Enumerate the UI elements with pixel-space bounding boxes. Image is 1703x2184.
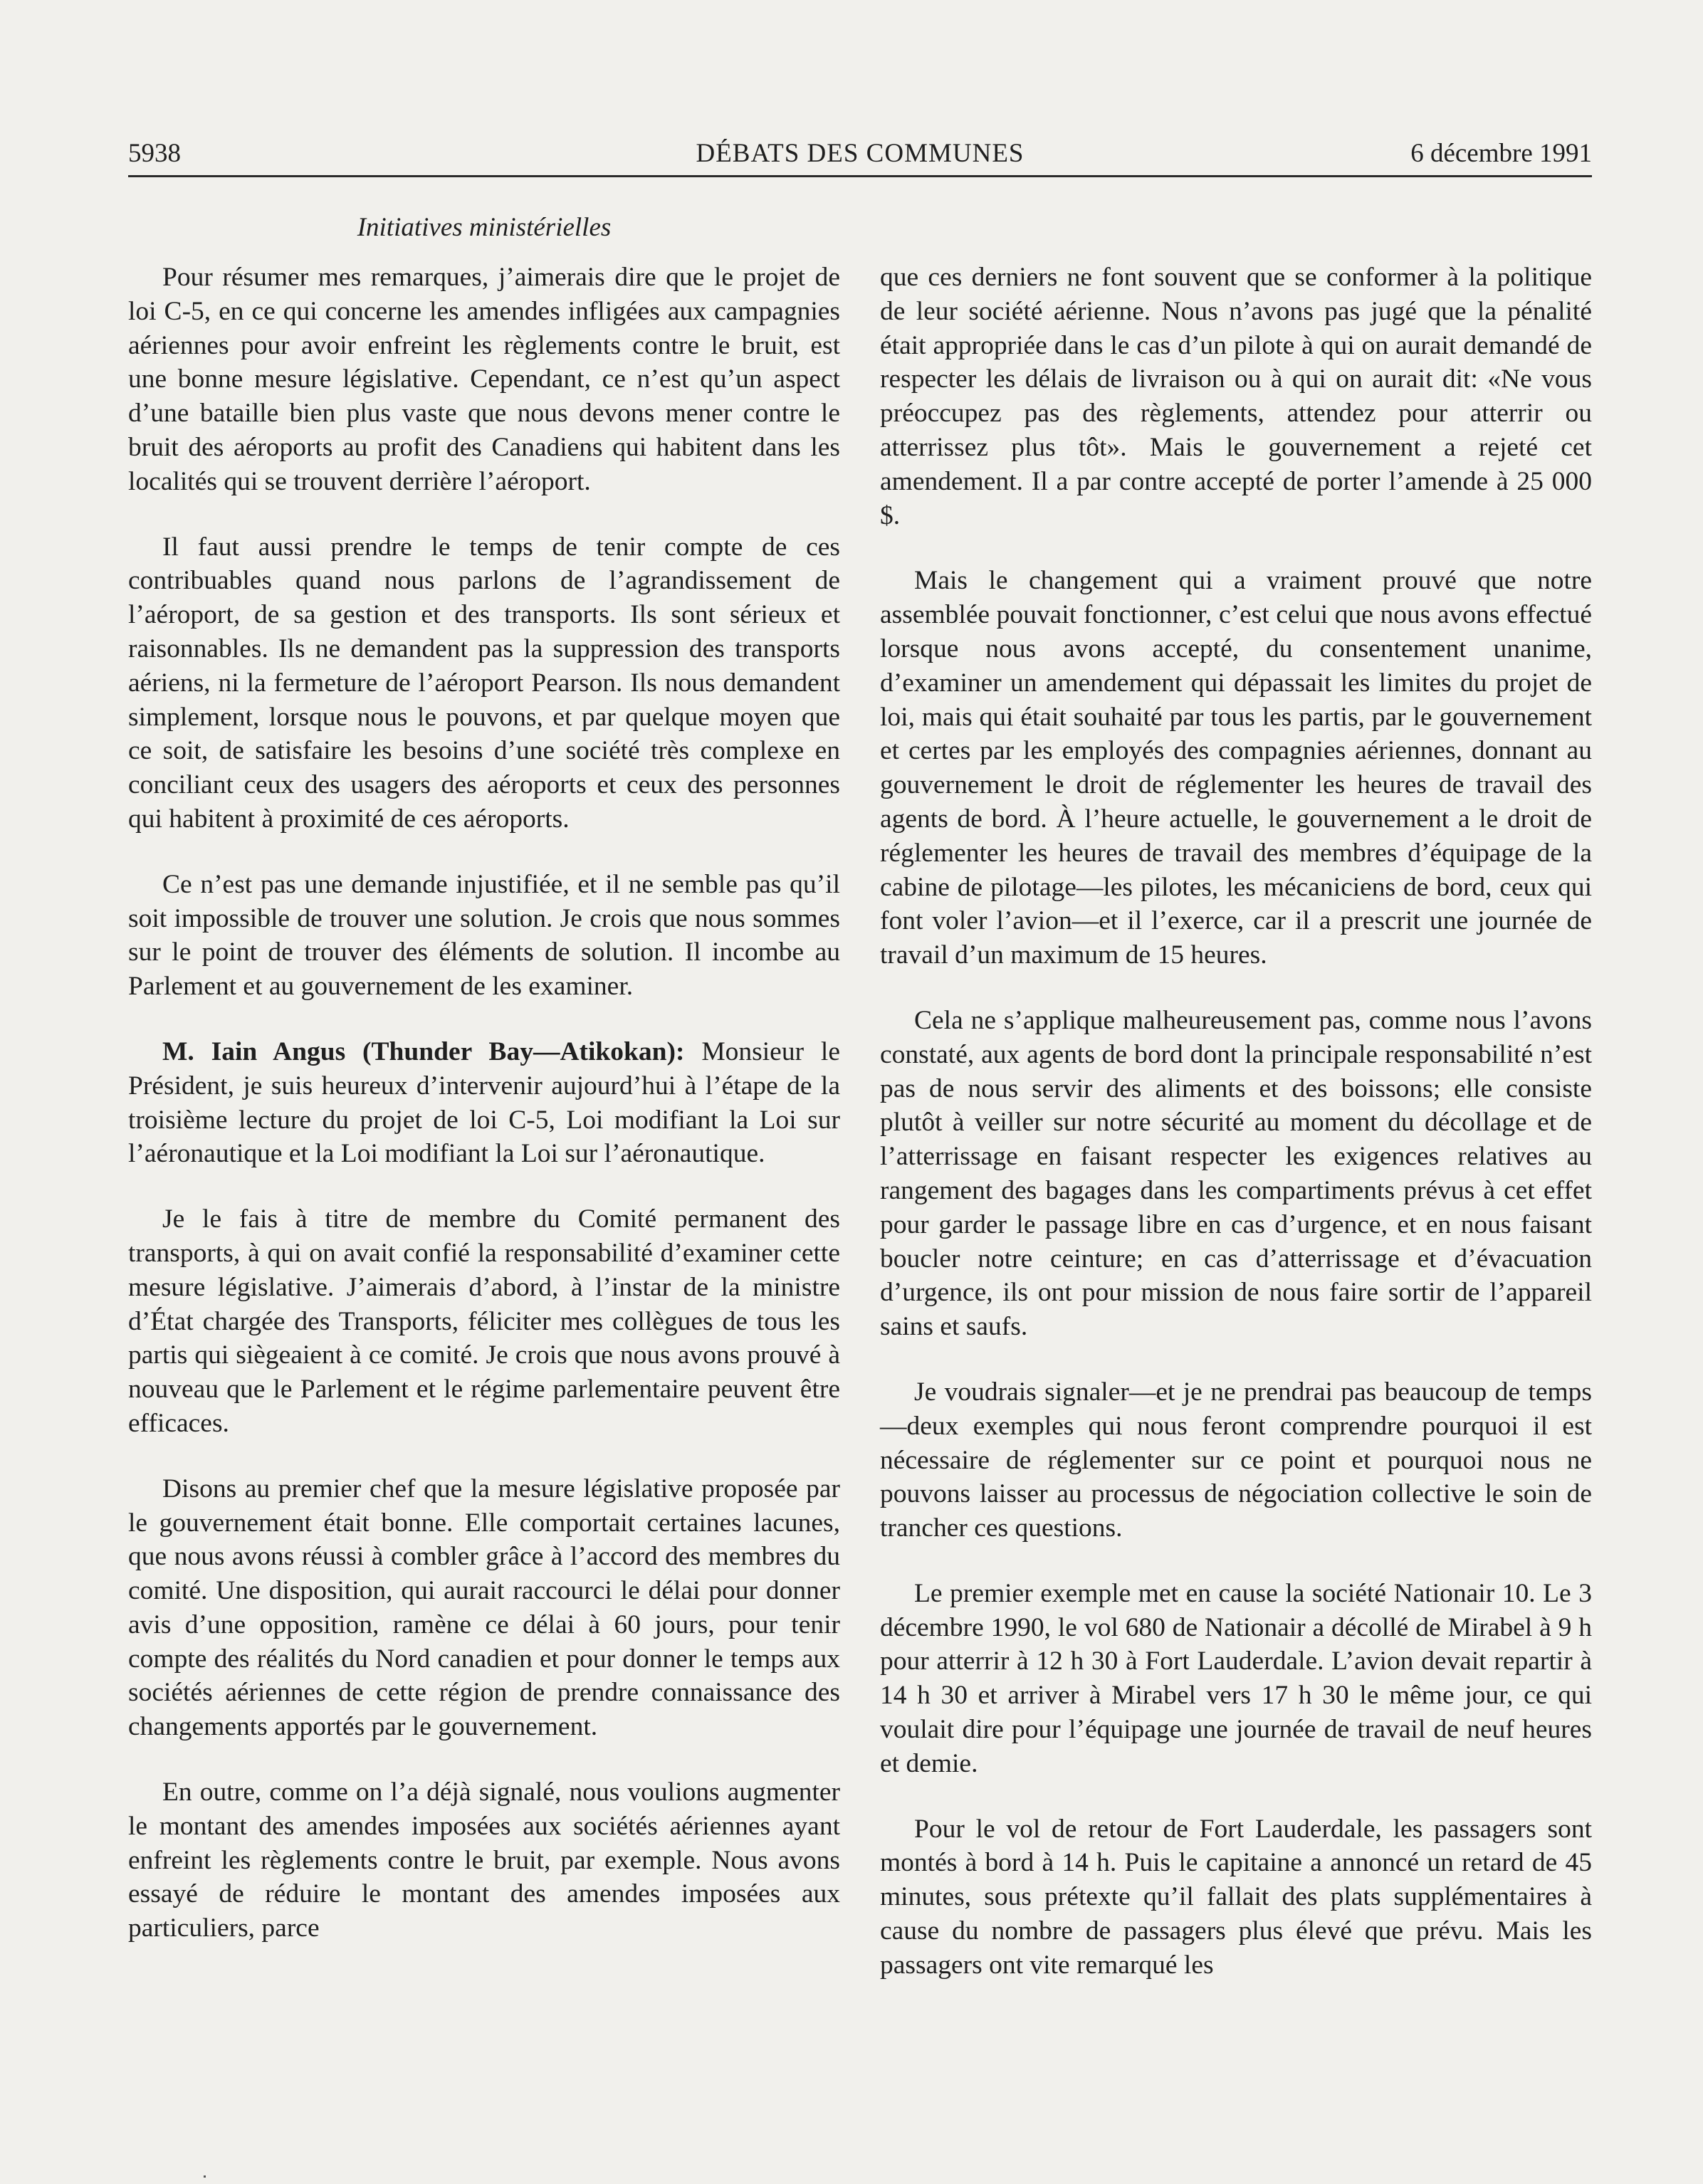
paragraph: Pour le vol de retour de Fort Lauderdale, les passagers sont montés à bord à 14 h. Puis le capitaine a annoncé un retard de 45 minutes, sous prétexte qu’il fallait des plats supplémentaires à cause du nombre de passagers plus élevé que prévu. Mais les passagers ont vite remarqué les — [880, 1814, 1592, 1980]
paragraph: Pour résumer mes remarques, j’aimerais dire que le projet de loi C-5, en ce qui concerne les amendes infligées aux campagnies aériennes pour avoir enfreint les règlements contre le bruit, est une bonne mesure législative. Cependant, ce n’est qu’un aspect d’une bataille bien plus vaste que nous devons mener contre le bruit des aéroports au profit des Canadiens qui habitent dans les localités qui se trouvent derrière l’aéroport. — [128, 263, 840, 496]
speaker-paragraph — [128, 1035, 840, 1171]
paragraph: Mais le changement qui a vraiment prouvé que notre assemblée pouvait fonctionner, c’est celui que nous avons effectué lorsque nous avons accepté, du consentement unanime, d’examiner un amendement qui dépassait les limites du projet de loi, mais qui était souhaité par tous les partis, par le gouvernement et certes par les employés des compagnies aériennes, donnant au gouvernement le droit de réglementer les heures de travail des agents de bord. À l’heure actuelle, le gouvernement a le droit de réglementer les heures de travail des membres d’équipage de la cabine de pilotage—les pilotes, les mécaniciens de bord, ceux qui font voler l’avion—et il l’exerce, car il a prescrit une journée de travail d’un maximum de 15 heures. — [880, 566, 1592, 970]
left-column — [128, 261, 840, 1977]
paragraph: Ce n’est pas une demande injustifiée, et il ne semble pas qu’il soit impossible de trouver une solution. Je crois que nous sommes sur le point de trouver des éléments de solution. Il incombe au Parlement et au gouvernement de les examiner. — [128, 869, 840, 1002]
scan-mark — [204, 2175, 206, 2178]
paragraph-continued: que ces derniers ne font souvent que se conformer à la politique de leur société aérienne. Nous n’avons pas jugé que la pénalité était appropriée dans le cas d’un pilote à qui on aurait demandé de respecter les délais de livraison ou à qui on aurait dit: «Ne vous préoccupez pas des règlements, attendez pour atterrir ou atterrissez plus tôt». Mais le gouvernement a rejeté cet amendement. Il a par contre accepté de porter l’amende à 25 000 $. — [880, 263, 1592, 530]
page-number: 5938 — [128, 139, 181, 168]
section-title: Initiatives ministérielles — [357, 213, 612, 242]
journal-title: DÉBATS DES COMMUNES — [696, 139, 1025, 168]
speech-text: Monsieur le Président, je suis heureux d’intervenir aujourd’hui à l’étape de la troisième lecture du projet de loi C-5, Loi modifiant la Loi sur l’aéronautique et la Loi modifiant la Loi sur l’aéronautique. — [128, 1036, 840, 1169]
paragraph: Disons au premier chef que la mesure législative proposée par le gouvernement était bonne. Elle comportait certaines lacunes, que nous avons réussi à combler grâce à l’accord des membres du comité. Une disposition, qui aurait raccourci le délai pour donner avis d’une opposition, ramène ce délai à 60 jours, pour tenir compte des réalités du Nord canadien et pour donner le temps aux sociétés aériennes de cette région de prendre connaissance des changements apportés par le gouvernement. — [128, 1474, 840, 1742]
paragraph: Je le fais à titre de membre du Comité permanent des transports, à qui on avait confié la responsabilité d’examiner cette mesure législative. J’aimerais d’abord, à l’instar de la ministre d’État chargée des Transports, féliciter mes collègues de tous les partis qui siègeaient à ce comité. Je crois que nous avons prouvé à nouveau que le Parlement et le régime parlementaire peuvent être efficaces. — [128, 1204, 840, 1438]
paragraph: Cela ne s’applique malheureusement pas, comme nous l’avons constaté, aux agents de bord dont la principale responsabilité n’est pas de nous servir des aliments et des boissons; elle consiste plutôt à veiller sur notre sécurité au moment du décollage et de l’atterrissage en faisant respecter les exigences relatives au rangement des bagages dans les compartiments prévus à cet effet pour garder le passage libre en cas d’urgence, et en nous faisant boucler notre ceinture; en cas d’atterrissage et d’évacuation d’urgence, ils ont pour mission de nous faire sortir de l’appareil sains et saufs. — [880, 1005, 1592, 1342]
page-date: 6 décembre 1991 — [1410, 139, 1592, 168]
page-header — [128, 134, 1592, 174]
paragraph: Le premier exemple met en cause la société Nationair 10. Le 3 décembre 1990, le vol 680 de Nationair a décollé de Mirabel à 9 h pour atterrir à 12 h 30 à Fort Lauderdale. L’avion devait repartir à 14 h 30 et arriver à Mirabel vers 17 h 30 le même jour, ce qui voulait dire pour l’équipage une journée de travail de neuf heures et demie. — [880, 1578, 1592, 1778]
paragraph: En outre, comme on l’a déjà signalé, nous voulions augmenter le montant des amendes imposées aux sociétés aériennes ayant enfreint les règlements contre le bruit, par exemple. Nous avons essayé de réduire le montant des amendes imposées aux particuliers, parce — [128, 1778, 840, 1943]
paragraph: Je voudrais signaler—et je ne prendrai pas beaucoup de temps—deux exemples qui nous feront comprendre pourquoi il est nécessaire de réglementer sur ce point et pourquoi nous ne pouvons laisser au processus de négociation collective le soin de trancher ces questions. — [880, 1377, 1592, 1543]
header-rule — [128, 175, 1592, 177]
speaker-name: M. Iain Angus (Thunder Bay—Atikokan): — [162, 1036, 685, 1066]
right-column — [880, 261, 1592, 2014]
paragraph: Il faut aussi prendre le temps de tenir compte de ces contribuables quand nous parlons de l’agrandissement de l’aéroport, de sa gestion et des transports. Ils sont sérieux et raisonnables. Ils ne demandent pas la suppression des transports aériens, ni la fermeture de l’aéroport Pearson. Ils nous demandent simplement, lorsque nous le pouvons, et par quelque moyen que ce soit, de satisfaire les besoins d’une société très complexe en conciliant ceux des usagers des aéroports et ceux des personnes qui habitent à proximité de ces aéroports. — [128, 532, 840, 834]
